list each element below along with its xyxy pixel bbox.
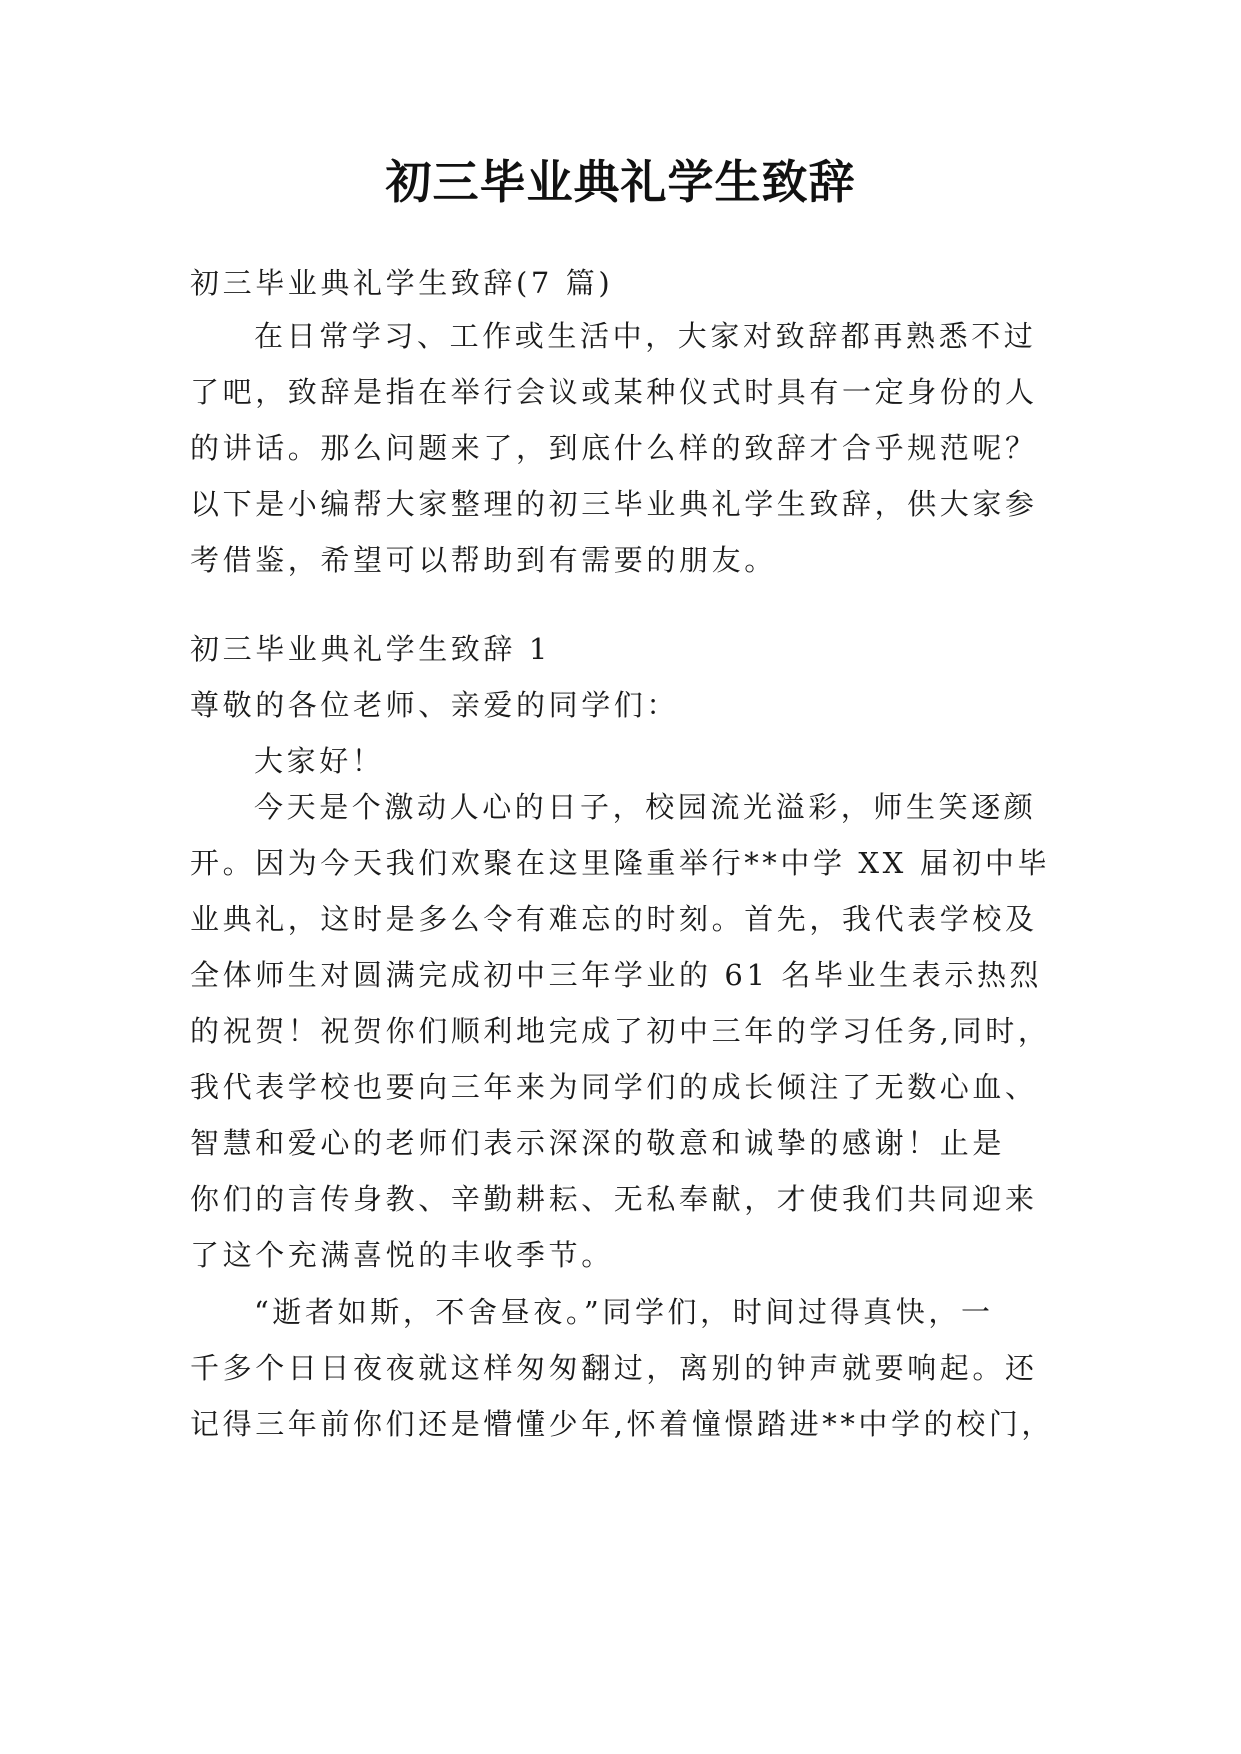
intro-line: 了吧，致辞是指在举行会议或某种仪式时具有一定身份的人 bbox=[190, 375, 1038, 409]
greeting: 大家好！ bbox=[254, 744, 385, 778]
paragraph-line: 智慧和爱心的老师们表示深深的敬意和诚挚的感谢！止是 bbox=[190, 1126, 1006, 1160]
salutation: 尊敬的各位老师、亲爱的同学们： bbox=[190, 688, 680, 722]
intro-paragraph bbox=[190, 308, 1090, 588]
intro-line: 以下是小编帮大家整理的初三毕业典礼学生致辞，供大家参 bbox=[190, 487, 1038, 521]
intro-line: 的讲话。那么问题来了，到底什么样的致辞才合乎规范呢？ bbox=[190, 431, 1038, 465]
paragraph-line: 开。因为今天我们欢聚在这里隆重举行**中学 XX 届初中毕 bbox=[190, 846, 1051, 880]
section-1 bbox=[190, 621, 1090, 789]
paragraph-line: 了这个充满喜悦的丰收季节。 bbox=[190, 1238, 614, 1272]
paragraph-line: 我代表学校也要向三年来为同学们的成长倾注了无数心血、 bbox=[190, 1070, 1038, 1104]
paragraph-line: 千多个日日夜夜就这样匆匆翻过，离别的钟声就要响起。还 bbox=[190, 1351, 1038, 1385]
paragraph-2 bbox=[190, 1284, 1090, 1452]
paragraph-line: 今天是个激动人心的日子，校园流光溢彩，师生笑逐颜 bbox=[254, 790, 1037, 824]
document-subtitle: 初三毕业典礼学生致辞(7 篇) bbox=[190, 266, 614, 300]
paragraph-line: 全体师生对圆满完成初中三年学业的 61 名毕业生表示热烈 bbox=[190, 958, 1043, 992]
document-subtitle-block bbox=[190, 255, 1090, 311]
document-title: 初三毕业典礼学生致辞 bbox=[385, 155, 856, 209]
paragraph-line: 业典礼，这时是多么令有难忘的时刻。首先，我代表学校及 bbox=[190, 902, 1038, 936]
section-heading: 初三毕业典礼学生致辞 1 bbox=[190, 632, 551, 666]
intro-line: 在日常学习、工作或生活中，大家对致辞都再熟悉不过 bbox=[254, 319, 1037, 353]
paragraph-line: 你们的言传身教、辛勤耕耘、无私奉献，才使我们共同迎来 bbox=[190, 1182, 1038, 1216]
paragraph-line: “逝者如斯，不舍昼夜。”同学们，时间过得真快，一 bbox=[254, 1295, 994, 1329]
paragraph-1 bbox=[190, 779, 1090, 1283]
intro-line: 考借鉴，希望可以帮助到有需要的朋友。 bbox=[190, 543, 777, 577]
paragraph-line: 记得三年前你们还是懵懂少年,怀着憧憬踏进**中学的校门， bbox=[190, 1407, 1055, 1441]
paragraph-line: 的祝贺！祝贺你们顺利地完成了初中三年的学习任务,同时， bbox=[190, 1014, 1051, 1048]
